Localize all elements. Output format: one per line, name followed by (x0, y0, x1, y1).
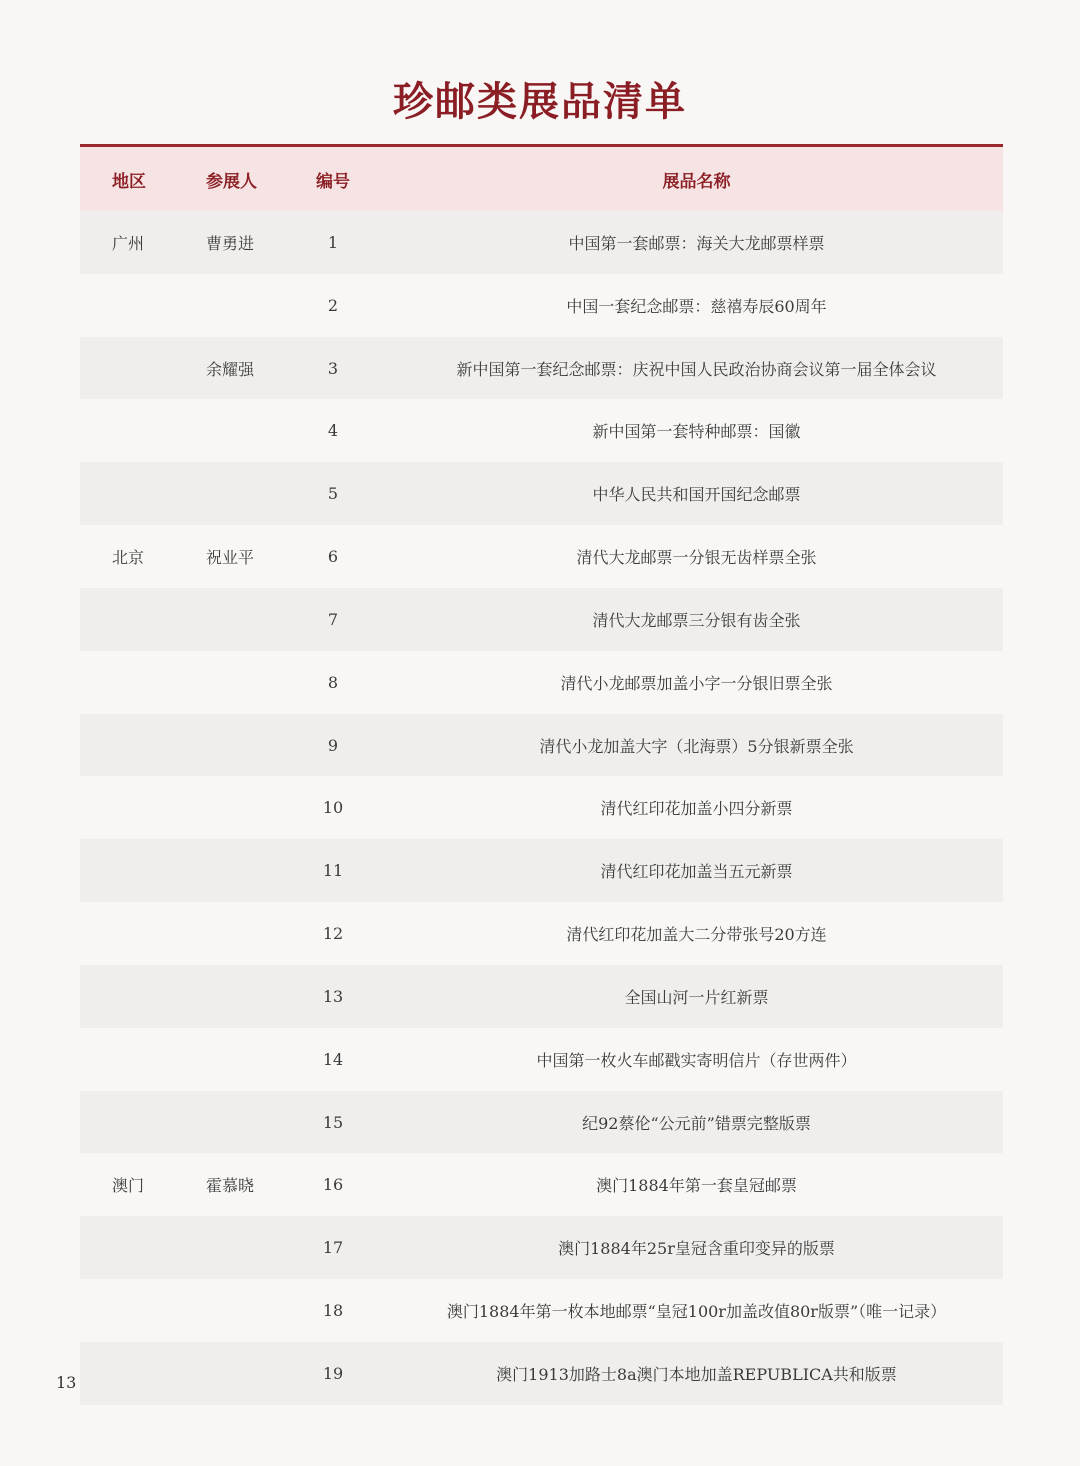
header-exhibitor: 参展人 (206, 171, 257, 192)
exhibit-table (80, 144, 1003, 1405)
cell-exhibit-name: 中华人民共和国开国纪念邮票 (592, 485, 801, 505)
table-row (80, 651, 1003, 714)
cell-exhibit-name: 清代红印花加盖小四分新票 (600, 799, 793, 819)
cell-number: 14 (322, 1049, 344, 1069)
cell-number: 15 (322, 1112, 344, 1132)
table-row (80, 525, 1003, 588)
cell-exhibit-name: 澳门1884年第一套皇冠邮票 (596, 1176, 797, 1196)
cell-exhibit-name: 中国第一套邮票：海关大龙邮票样票 (568, 233, 825, 253)
cell-exhibit-name: 中国一套纪念邮票：慈禧寿辰60周年 (566, 296, 827, 316)
cell-number: 3 (327, 358, 339, 378)
cell-exhibitor: 曹勇进 (206, 233, 255, 253)
table-row (80, 211, 1003, 274)
page-number: 13 (56, 1373, 77, 1392)
table-row (80, 965, 1003, 1028)
cell-exhibitor: 余耀强 (206, 359, 255, 379)
cell-region: 广州 (112, 233, 145, 253)
cell-region: 北京 (112, 548, 145, 568)
cell-number: 2 (327, 295, 339, 315)
cell-exhibit-name: 澳门1884年25r皇冠含重印变异的版票 (558, 1239, 835, 1259)
cell-exhibit-name: 清代大龙邮票三分银有齿全张 (592, 610, 801, 630)
cell-number: 13 (322, 986, 344, 1006)
table-row (80, 1153, 1003, 1216)
cell-exhibit-name: 全国山河一片红新票 (624, 987, 769, 1007)
cell-exhibit-name: 新中国第一套特种邮票：国徽 (592, 422, 801, 442)
cell-number: 18 (322, 1300, 344, 1320)
table-row (80, 274, 1003, 337)
cell-number: 9 (327, 735, 339, 755)
table-row (80, 1091, 1003, 1154)
table-row (80, 337, 1003, 400)
table-row (80, 714, 1003, 777)
cell-number: 1 (327, 232, 339, 252)
page-title: 珍邮类展品清单 (393, 78, 687, 125)
header-number: 编号 (316, 171, 350, 192)
cell-number: 11 (322, 861, 344, 881)
cell-exhibit-name: 新中国第一套纪念邮票：庆祝中国人民政治协商会议第一届全体会议 (456, 359, 937, 379)
cell-exhibit-name: 清代小龙加盖大字（北海票）5分银新票全张 (539, 736, 854, 756)
cell-number: 17 (322, 1238, 344, 1258)
table-row (80, 1028, 1003, 1091)
cell-exhibit-name: 纪92蔡伦“公元前”错票完整版票 (582, 1113, 811, 1133)
table-row (80, 1279, 1003, 1342)
cell-region: 澳门 (112, 1176, 145, 1196)
cell-exhibit-name: 清代红印花加盖大二分带张号20方连 (566, 925, 827, 945)
cell-exhibit-name: 清代红印花加盖当五元新票 (600, 862, 793, 882)
cell-exhibitor: 祝业平 (206, 548, 255, 568)
table-row (80, 399, 1003, 462)
cell-number: 19 (322, 1363, 344, 1383)
cell-exhibit-name: 清代小龙邮票加盖小字一分银旧票全张 (560, 673, 833, 693)
cell-exhibitor: 霍慕晓 (206, 1176, 255, 1196)
table-row (80, 588, 1003, 651)
cell-number: 4 (327, 421, 339, 441)
cell-exhibit-name: 中国第一枚火车邮戳实寄明信片（存世两件） (536, 1050, 857, 1070)
cell-number: 6 (327, 547, 339, 567)
table-row (80, 776, 1003, 839)
table-header (80, 147, 1003, 211)
cell-exhibit-name: 澳门1913加路士8a澳门本地加盖REPUBLICA共和版票 (496, 1364, 897, 1384)
cell-number: 10 (322, 798, 344, 818)
table-row (80, 902, 1003, 965)
header-region: 地区 (112, 171, 146, 192)
cell-number: 12 (322, 924, 344, 944)
table-row (80, 462, 1003, 525)
table-row (80, 1342, 1003, 1405)
table-row (80, 1216, 1003, 1279)
cell-number: 16 (322, 1175, 344, 1195)
cell-number: 5 (327, 484, 339, 504)
cell-exhibit-name: 澳门1884年第一枚本地邮票“皇冠100r加盖改值80r版票”（唯一记录） (446, 1301, 947, 1321)
cell-exhibit-name: 清代大龙邮票一分银无齿样票全张 (576, 548, 817, 568)
table-body (80, 211, 1003, 1405)
header-exhibit-name: 展品名称 (662, 171, 731, 192)
cell-number: 7 (327, 609, 339, 629)
cell-number: 8 (327, 672, 339, 692)
table-row (80, 839, 1003, 902)
